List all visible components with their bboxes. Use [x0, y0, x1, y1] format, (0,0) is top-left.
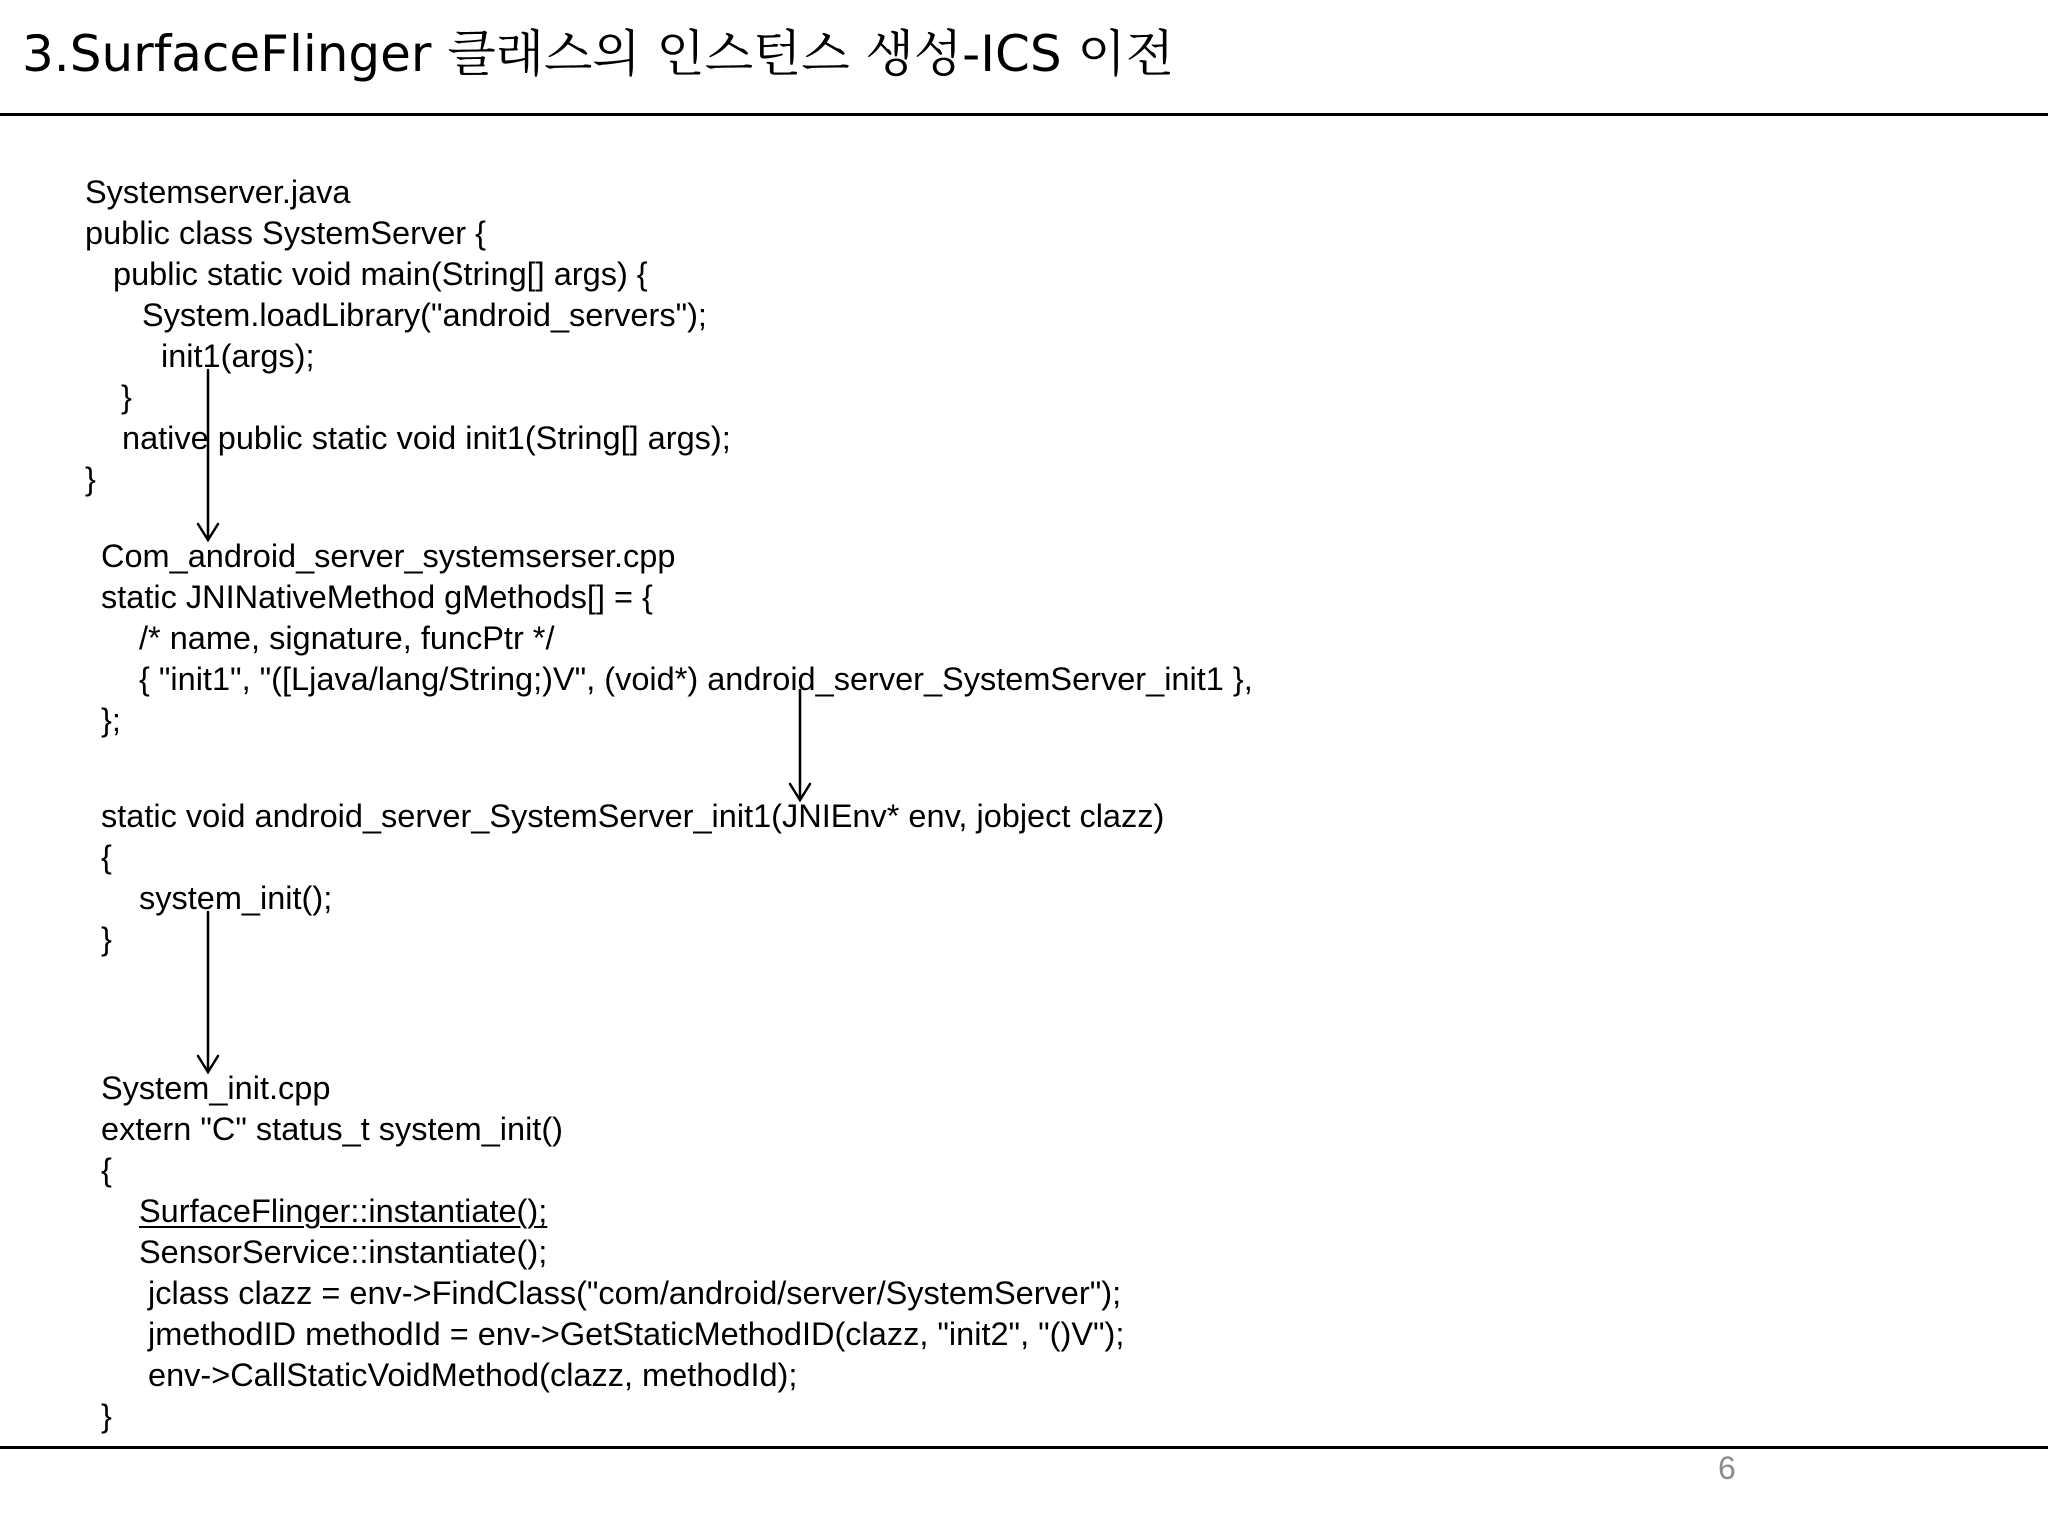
code-line-init1-native-decl: static void android_server_SystemServer_init1(JNIEnv* env, jobject clazz) — [101, 798, 1165, 834]
code-line-call-static-void: env->CallStaticVoidMethod(clazz, methodId); — [148, 1357, 798, 1393]
code-line-main-decl: public static void main(String[] args) { — [113, 256, 648, 292]
code-line-class-close: } — [85, 461, 96, 497]
code-line-load-library: System.loadLibrary("android_servers"); — [142, 297, 707, 333]
code-line-system-init-open: { — [101, 1152, 112, 1188]
arrow-jni-to-native-init1 — [790, 690, 810, 800]
code-line-find-class: jclass clazz = env->FindClass("com/android/server/SystemServer"); — [148, 1275, 1122, 1311]
code-line-gmethods-entry: { "init1", "([Ljava/lang/String;)V", (void*) android_server_SystemServer_init1 }, — [139, 661, 1253, 697]
code-line-init1-open: { — [101, 839, 112, 875]
code-line-main-close: } — [121, 379, 132, 415]
code-line-system-init-call: system_init(); — [139, 880, 333, 916]
code-line-get-static-method: jmethodID methodId = env->GetStaticMethodID(clazz, "init2", "()V"); — [148, 1316, 1125, 1352]
code-line-gmethods-close: }; — [101, 702, 121, 738]
page-number: 6 — [1718, 1450, 1736, 1486]
code-line-jni-file: Com_android_server_systemserser.cpp — [101, 538, 676, 574]
code-line-system-init-decl: extern "C" status_t system_init() — [101, 1111, 563, 1147]
code-line-init1-close: } — [101, 921, 112, 957]
code-line-gmethods-comment: /* name, signature, funcPtr */ — [139, 620, 555, 656]
arrow-system-init-call-to-file — [198, 912, 218, 1072]
code-line-system-init-close: } — [101, 1398, 112, 1434]
arrow-init1-to-jni — [198, 370, 218, 540]
footer-divider — [0, 1446, 2048, 1449]
code-line-surfaceflinger-instantiate: SurfaceFlinger::instantiate(); — [139, 1193, 548, 1229]
code-line-gmethods-decl: static JNINativeMethod gMethods[] = { — [101, 579, 653, 615]
code-line-system-init-file: System_init.cpp — [101, 1070, 331, 1106]
code-line-native-decl: native public static void init1(String[] args); — [122, 420, 731, 456]
code-line-systemserver-file: Systemserver.java — [85, 174, 351, 210]
code-line-init1-call: init1(args); — [161, 338, 315, 374]
slide-title: 3.SurfaceFlinger 클래스의 인스턴스 생성-ICS 이전 — [22, 25, 1175, 83]
code-line-class-decl: public class SystemServer { — [85, 215, 486, 251]
code-line-sensorservice-instantiate: SensorService::instantiate(); — [139, 1234, 548, 1270]
